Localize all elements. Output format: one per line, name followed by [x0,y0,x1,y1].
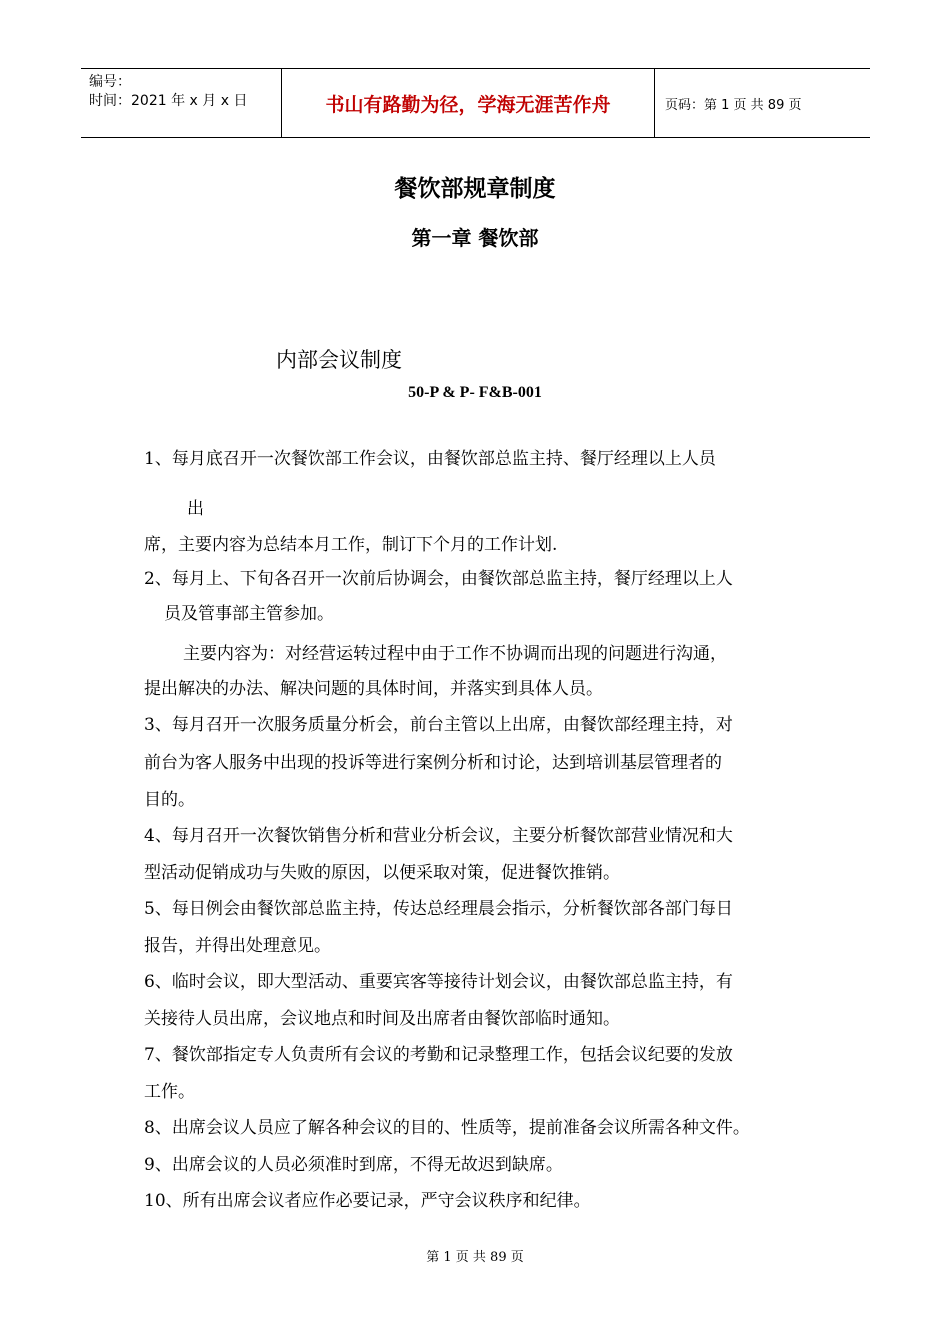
body-line: 出 [187,499,204,519]
body-line: 10、所有出席会议者应作必要记录，严守会议秩序和纪律。 [144,1191,591,1211]
page-header [81,68,870,138]
body-line: 1、每月底召开一次餐饮部工作会议，由餐饮部总监主持、餐厅经理以上人员 [144,449,716,469]
body-line: 9、出席会议的人员必须准时到席，不得无故迟到缺席。 [144,1155,563,1175]
date-label: 时间：2021 年 x 月 x 日 [89,93,248,109]
body-line: 主要内容为：对经营运转过程中由于工作不协调而出现的问题进行沟通， [183,644,727,664]
body-line: 型活动促销成功与失败的原因，以便采取对策，促进餐饮推销。 [144,863,620,883]
body-line: 席，主要内容为总结本月工作，制订下个月的工作计划. [144,535,558,555]
body-line: 4、每月召开一次餐饮销售分析和营业分析会议，主要分析餐饮部营业情况和大 [144,826,733,846]
body-line: 2、每月上、下旬各召开一次前后协调会，由餐饮部总监主持，餐厅经理以上人 [144,569,733,589]
number-label: 编号： [89,74,131,90]
body-line: 关接待人员出席，会议地点和时间及出席者由餐饮部临时通知。 [144,1009,620,1029]
section-title: 内部会议制度 [276,348,402,372]
header-meta [81,69,282,137]
body-line: 报告，并得出处理意见。 [144,936,331,956]
document-code: 50-P & P- F&B-001 [408,384,542,401]
header-page-info: 页码：第 1 页 共 89 页 [665,97,802,113]
body-line: 目的。 [144,790,195,810]
body-line: 3、每月召开一次服务质量分析会，前台主管以上出席，由餐饮部经理主持，对 [144,715,733,735]
body-line: 5、每日例会由餐饮部总监主持，传达总经理晨会指示，分析餐饮部各部门每日 [144,899,733,919]
body-line: 8、出席会议人员应了解各种会议的目的、性质等，提前准备会议所需各种文件。 [144,1118,750,1138]
body-line: 7、餐饮部指定专人负责所有会议的考勤和记录整理工作，包括会议纪要的发放 [144,1045,733,1065]
chapter-title: 第一章 餐饮部 [411,226,539,250]
body-line: 前台为客人服务中出现的投诉等进行案例分析和讨论，达到培训基层管理者的 [144,753,722,773]
body-line: 工作。 [144,1082,195,1102]
page-footer: 第 1 页 共 89 页 [426,1250,524,1265]
document-title: 餐饮部规章制度 [394,176,556,202]
body-line: 员及管事部主管参加。 [164,604,334,624]
body-line: 提出解决的办法、解决问题的具体时间，并落实到具体人员。 [144,679,603,699]
body-line: 6、临时会议，即大型活动、重要宾客等接待计划会议，由餐饮部总监主持，有 [144,972,733,992]
header-motto: 书山有路勤为径，学海无涯苦作舟 [282,69,655,137]
